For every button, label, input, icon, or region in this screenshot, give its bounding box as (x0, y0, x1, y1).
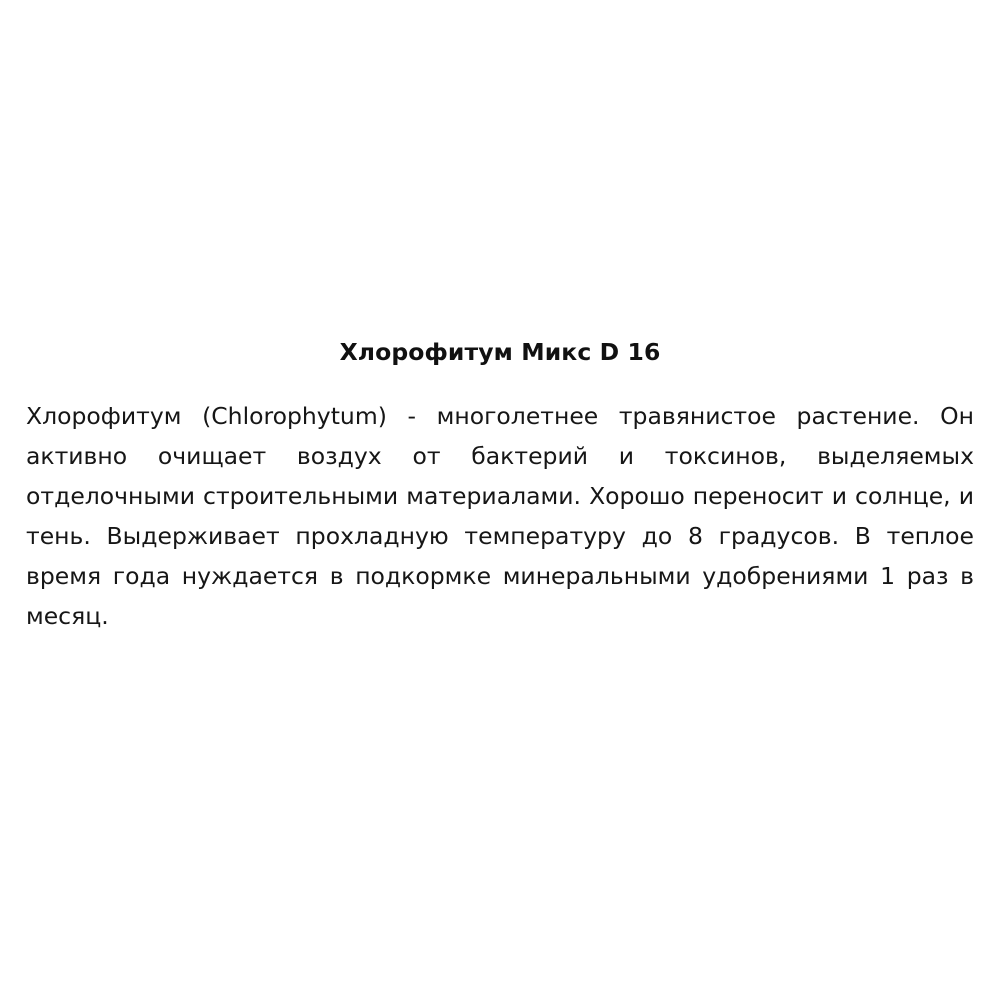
description-paragraph: Хлорофитум (Chlorophytum) - многолетнее травянистое растение. Он активно очищает воздух от бактерий и токсинов, выделяемых отделочными строительными материалами. Хорошо переносит и солнце, и тень. Выдерживает прохладную температуру до 8 градусов. В теплое время года нуждается в подкормке минеральными удобрениями 1 раз в месяц. (26, 402, 974, 631)
page-title: Хлорофитум Микс D 16 (339, 338, 661, 366)
document-content (26, 338, 974, 676)
